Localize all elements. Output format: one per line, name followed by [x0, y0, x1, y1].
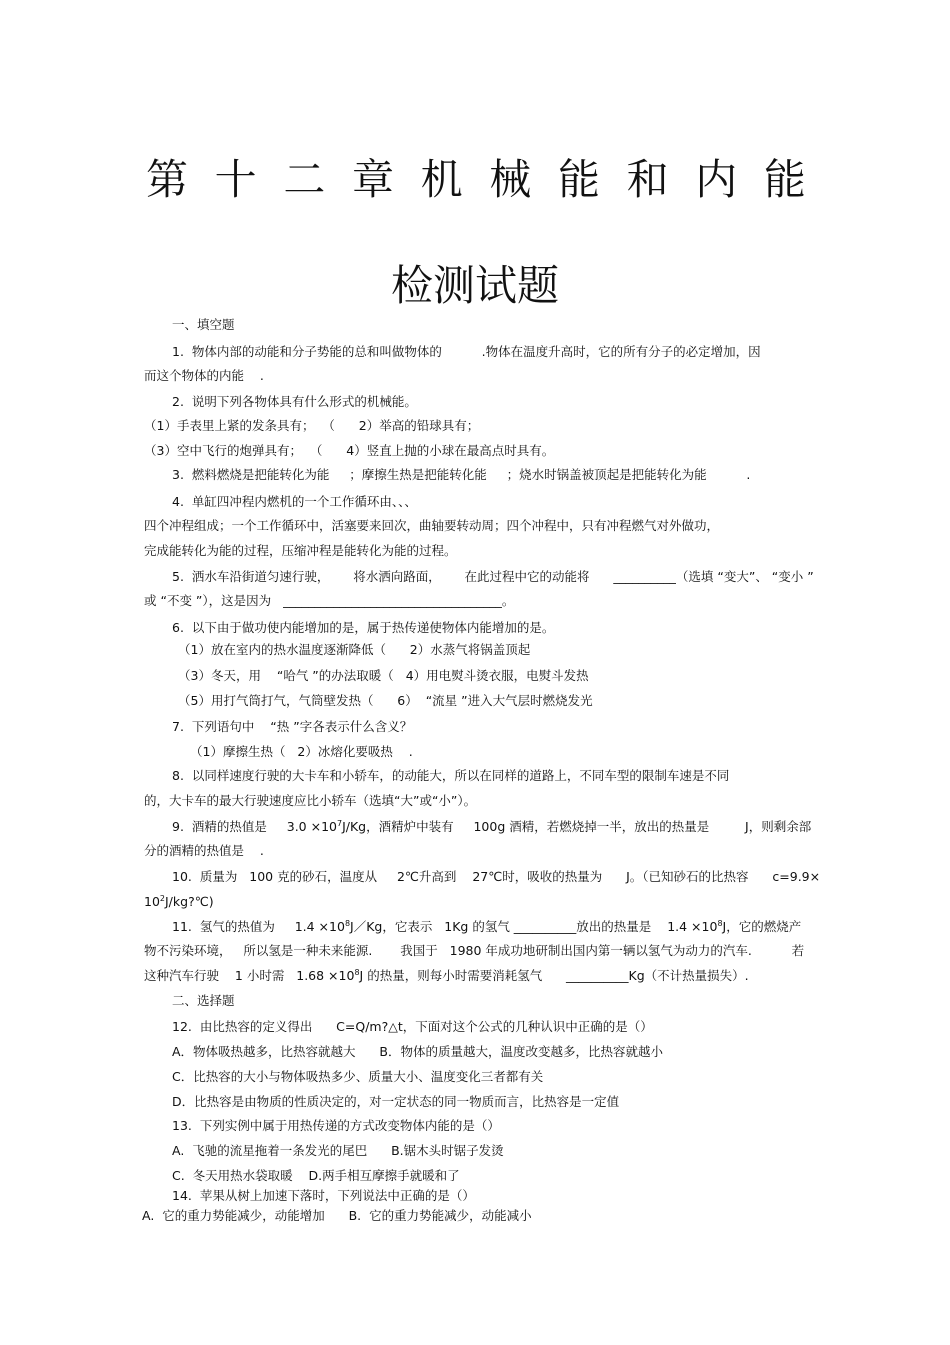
question-7: 7. 下列语句中 “热 ”字各表示什么含义？: [172, 719, 413, 734]
text-run: 10: [144, 894, 160, 909]
question-11-line-1: [172, 918, 801, 936]
question-6: 6. 以下由于做功使内能增加的是，属于热传递使物体内能增加的是。: [172, 620, 555, 635]
title-char: 和: [626, 155, 669, 204]
question-4-line-1: 4. 单缸四冲程内燃机的一个工作循环由、、、: [172, 494, 417, 509]
text-run: J/Kg，酒精炉中装有 100g 酒精，若燃烧掉一半，放出的热量是 J，则剩余部: [342, 819, 812, 834]
question-11-line-3: [144, 967, 749, 985]
title-char: 能: [763, 155, 806, 204]
question-1-line-1: 1. 物体内部的动能和分子势能的总和叫做物体的 .物体在温度升高时，它的所有分子的必定增加，因: [172, 344, 761, 359]
text-run: 这种汽车行驶 1 小时需 1.68 ×10: [144, 968, 355, 983]
question-3: 3. 燃料燃烧是把能转化为能 ；摩擦生热是把能转化能 ；烧水时锅盖被顶起是把能转化为能 .: [172, 467, 751, 482]
question-5-line-1: 5. 洒水车沿街道匀速行驶， 将水洒向路面， 在此过程中它的动能将 __________（选填 “变大”、 “变小 ”: [172, 569, 814, 584]
question-4-line-2: 四个冲程组成；一个工作循环中，活塞要来回次，曲轴要转动周；四个冲程中，只有冲程燃气对外做功，: [144, 518, 720, 533]
exponent: 8: [344, 919, 351, 928]
question-8-line-2: 的，大卡车的最大行驶速度应比小轿车（选填“大”或“小”）。: [144, 793, 477, 808]
question-12-option-c: C．比热容的大小与物体吸热多少、质量大小、温度变化三者都有关: [172, 1069, 544, 1084]
question-2-item-2: （3）空中飞行的炮弹具有； （ 4）竖直上抛的小球在最高点时具有。: [144, 443, 555, 458]
question-11-line-2: 物不污染环境， 所以氢是一种未来能源. 我国于 1980 年成功地研制出国内第一辆以氢气为动力的汽车. 若: [144, 943, 805, 958]
title-char: 能: [557, 155, 600, 204]
question-9-line-1: [172, 818, 811, 836]
question-14-option-ab: A. 它的重力势能减少，动能增加 B. 它的重力势能减少，动能减小: [142, 1208, 532, 1223]
question-7-items: （1）摩擦生热（ 2）冰熔化要吸热 .: [190, 744, 413, 759]
question-1-line-2: 而这个物体的内能 .: [144, 368, 264, 383]
question-6-options-2: （3）冬天，用 “哈气 ”的办法取暖（ 4）用电熨斗烫衣服，电熨斗发热: [178, 668, 589, 683]
question-13-option-cd: C. 冬天用热水袋取暖 D.两手相互摩擦手就暖和了: [172, 1168, 460, 1183]
question-13-option-ab: A. 飞驰的流星拖着一条发光的尾巴 B.锯木头时锯子发烫: [172, 1143, 504, 1158]
text-run: 9. 酒精的热值是 3.0 ×10: [172, 819, 337, 834]
title-char: 十: [214, 155, 257, 204]
title-char: 内: [695, 155, 738, 204]
question-6-options-1: （1）放在室内的热水温度逐渐降低（ 2）水蒸气将锅盖顶起: [178, 642, 531, 657]
question-8-line-1: 8. 以同样速度行驶的大卡车和小轿车，的动能大，所以在同样的道路上，不同车型的限制车速是不同: [172, 768, 730, 783]
question-6-options-3: （5）用打气筒打气，气筒壁发热（ 6） “流星 ”进入大气层时燃烧发光: [178, 693, 593, 708]
text-run: J／Kg，它表示 1Kg 的氢气 __________放出的热量是 1.4 ×10: [350, 919, 718, 934]
question-2: 2. 说明下列各物体具有什么形式的机械能。: [172, 394, 417, 409]
question-13: 13. 下列实例中属于用热传递的方式改变物体内能的是（）: [172, 1118, 500, 1133]
question-10-line-1: 10. 质量为 100 克的砂石，温度从 2℃升高到 27℃时，吸收的热量为 J。（已知砂石的比热容 c=9.9×: [172, 869, 821, 884]
section-heading-choice: 二、选择题: [172, 993, 235, 1008]
title-char: 第: [146, 155, 189, 204]
section-heading-fill: 一、填空题: [172, 317, 235, 332]
exponent: 8: [354, 968, 360, 977]
title-line-1: [146, 152, 806, 208]
title-char: 械: [489, 155, 532, 204]
question-14: 14. 苹果从树上加速下落时，下列说法中正确的是（）: [172, 1188, 475, 1203]
text-run: J，它的燃烧产: [722, 919, 802, 934]
text-run: 11. 氢气的热值为 1.4 ×10: [172, 919, 345, 934]
question-2-item-1: （1）手表里上紧的发条具有； （ 2）举高的铅球具有；: [144, 418, 480, 433]
exponent: 2: [159, 894, 165, 903]
question-12-option-ab: A．物体吸热越多，比热容就越大 B．物体的质量越大，温度改变越多，比热容就越小: [172, 1044, 663, 1059]
title-line-2: 检测试题: [390, 261, 559, 310]
exponent: 7: [336, 819, 343, 828]
question-12-option-d: D．比热容是由物质的性质决定的，对一定状态的同一物质而言，比热容是一定值: [172, 1094, 620, 1109]
title-char: 二: [283, 155, 326, 204]
exponent: 8: [717, 919, 723, 928]
question-9-line-2: 分的酒精的热值是 .: [144, 843, 264, 858]
title-char: 章: [351, 155, 394, 204]
title-char: 机: [420, 155, 463, 204]
question-12: 12. 由比热容的定义得出 C=Q/m?△t，下面对这个公式的几种认识中正确的是（）: [172, 1019, 653, 1034]
text-run: J 的热量，则每小时需要消耗氢气 __________Kg（不计热量损失）.: [359, 968, 749, 983]
text-run: J/kg?℃): [165, 894, 214, 909]
question-5-line-2: 或 “不变 ”），这是因为 ___________________________________。: [144, 593, 515, 608]
question-4-line-3: 完成能转化为能的过程，压缩冲程是能转化为能的过程。: [144, 543, 457, 558]
question-10-line-2: [144, 893, 214, 911]
